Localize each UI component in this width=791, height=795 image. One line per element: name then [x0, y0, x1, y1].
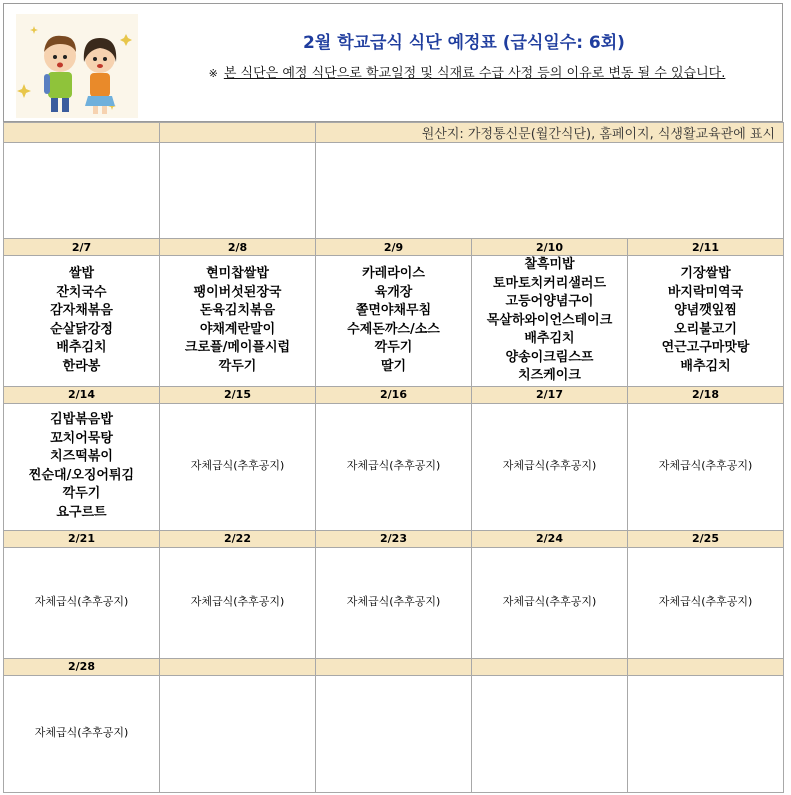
- menu-item: 딸기: [380, 358, 407, 374]
- date-cell: 2/21: [4, 530, 160, 547]
- menu-item: 김밥볶음밥: [50, 412, 113, 427]
- day-menu-cell: [4, 256, 160, 387]
- menu-note: 자체급식(추후공지): [190, 459, 285, 473]
- day-menu-cell: [160, 675, 316, 792]
- date-cell: 2/25: [628, 530, 784, 547]
- menu-grid: [3, 122, 784, 793]
- menu-note: 자체급식(추후공지): [658, 595, 753, 609]
- blank-cell: [316, 143, 784, 239]
- date-cell: 2/11: [628, 239, 784, 256]
- menu-item: 고등어양념구이: [505, 294, 594, 309]
- day-menu-cell: [628, 256, 784, 387]
- menu-item: 치즈케이크: [518, 368, 581, 383]
- date-row: [4, 239, 784, 256]
- menu-note: 자체급식(추후공지): [346, 459, 441, 473]
- page-title: 2월 학교급식 식단 예정표 (급식일수: 6회): [303, 33, 625, 53]
- menu-item: 야채계란말이: [199, 321, 276, 337]
- menu-item: 쌀밥: [68, 266, 95, 282]
- menu-item: 돈육김치볶음: [199, 303, 276, 319]
- date-cell: [628, 658, 784, 675]
- day-menu-cell: [316, 256, 472, 387]
- day-menu-cell: [316, 403, 472, 530]
- menu-item: 팽이버섯된장국: [193, 284, 282, 300]
- menu-item: 토마토치커리샐러드: [492, 275, 607, 291]
- menu-note: 자체급식(추후공지): [658, 459, 753, 473]
- date-row: [4, 658, 784, 675]
- day-menu-cell: [4, 547, 160, 658]
- menu-item: 배추김치: [680, 358, 731, 374]
- header-block: [3, 3, 783, 122]
- date-cell: 2/24: [472, 530, 628, 547]
- menu-item: 육개장: [374, 284, 413, 300]
- menu-item: 양송이크림스프: [505, 349, 594, 365]
- menu-item: 카레라이스: [362, 266, 425, 282]
- day-menu-cell: [160, 256, 316, 387]
- menu-note: 자체급식(추후공지): [502, 459, 597, 473]
- menu-item: 수제돈까스/소스: [347, 321, 440, 337]
- day-menu-cell: [316, 547, 472, 658]
- menu-item: 깍두기: [62, 486, 101, 501]
- blank-cell: [160, 143, 316, 239]
- menu-row: [4, 403, 784, 530]
- notice-line: [152, 62, 782, 81]
- date-cell: 2/17: [472, 386, 628, 403]
- blank-row: [4, 143, 784, 239]
- menu-item: 요구르트: [56, 504, 107, 520]
- menu-item: 목살하와이언스테이크: [486, 312, 613, 328]
- day-menu-cell: [472, 256, 628, 387]
- menu-item: 연근고구마맛탕: [661, 340, 750, 356]
- date-row: [4, 386, 784, 403]
- menu-item: 한라봉: [62, 358, 101, 374]
- date-cell: 2/16: [316, 386, 472, 403]
- day-menu-cell: [160, 403, 316, 530]
- menu-row: [4, 547, 784, 658]
- menu-note: 자체급식(추후공지): [34, 726, 129, 740]
- date-cell: 2/18: [628, 386, 784, 403]
- date-cell: 2/22: [160, 530, 316, 547]
- day-menu-cell: [4, 403, 160, 530]
- origin-row: [4, 123, 784, 143]
- notice-mark: ※: [208, 67, 218, 80]
- menu-item: 크로플/메이플시럽: [184, 340, 291, 356]
- menu-sheet: [3, 3, 786, 790]
- day-menu-cell: [160, 547, 316, 658]
- date-cell: 2/10: [472, 239, 628, 256]
- notice-text: 본 식단은 예정 식단으로 학교일정 및 식재료 수급 사정 등의 이유로 변동 될 수 있습니다.: [223, 66, 726, 81]
- day-menu-cell: [472, 547, 628, 658]
- day-menu-cell: [628, 403, 784, 530]
- day-menu-cell: [628, 675, 784, 792]
- menu-item: 기장쌀밥: [680, 266, 731, 282]
- date-row: [4, 530, 784, 547]
- day-menu-cell: [628, 547, 784, 658]
- menu-item: 찰흑미밥: [524, 257, 575, 272]
- menu-item: 꼬치어묵탕: [50, 430, 113, 446]
- date-cell: [160, 658, 316, 675]
- menu-item: 잔치국수: [56, 284, 107, 300]
- band-cell: [160, 123, 316, 143]
- menu-item: 배추김치: [56, 340, 107, 356]
- menu-row: [4, 256, 784, 387]
- menu-item: 쫄면야채무침: [355, 303, 432, 319]
- menu-note: 자체급식(추후공지): [502, 595, 597, 609]
- date-cell: 2/9: [316, 239, 472, 256]
- date-cell: [316, 658, 472, 675]
- blank-cell: [4, 143, 160, 239]
- date-cell: 2/8: [160, 239, 316, 256]
- menu-item: 순살닭강정: [50, 321, 113, 337]
- day-menu-cell: [316, 675, 472, 792]
- date-cell: 2/23: [316, 530, 472, 547]
- date-cell: 2/28: [4, 658, 160, 675]
- menu-item: 감자채볶음: [50, 303, 113, 319]
- menu-item: 깍두기: [374, 340, 413, 356]
- menu-item: 치즈떡볶이: [50, 449, 113, 464]
- menu-item: 바지락미역국: [667, 284, 744, 300]
- menu-item: 배추김치: [524, 331, 575, 346]
- date-cell: 2/14: [4, 386, 160, 403]
- day-menu-cell: [472, 403, 628, 530]
- menu-item: 양념깻잎찜: [674, 303, 737, 319]
- menu-note: 자체급식(추후공지): [34, 595, 129, 609]
- day-menu-cell: [4, 675, 160, 792]
- date-cell: 2/7: [4, 239, 160, 256]
- day-menu-cell: [472, 675, 628, 792]
- menu-row: [4, 675, 784, 792]
- menu-item: 깍두기: [218, 358, 257, 374]
- date-cell: 2/15: [160, 386, 316, 403]
- date-cell: [472, 658, 628, 675]
- menu-note: 자체급식(추후공지): [346, 595, 441, 609]
- menu-item: 현미찹쌀밥: [206, 266, 269, 282]
- menu-item: 오리불고기: [674, 321, 737, 337]
- band-cell: [4, 123, 160, 143]
- origin-label: 원산지: 가정통신문(월간식단), 홈페이지, 식생활교육관에 표시: [316, 123, 784, 143]
- children-illustration: [16, 14, 138, 118]
- menu-item: 찐순대/오징어튀김: [28, 467, 135, 483]
- menu-note: 자체급식(추후공지): [190, 595, 285, 609]
